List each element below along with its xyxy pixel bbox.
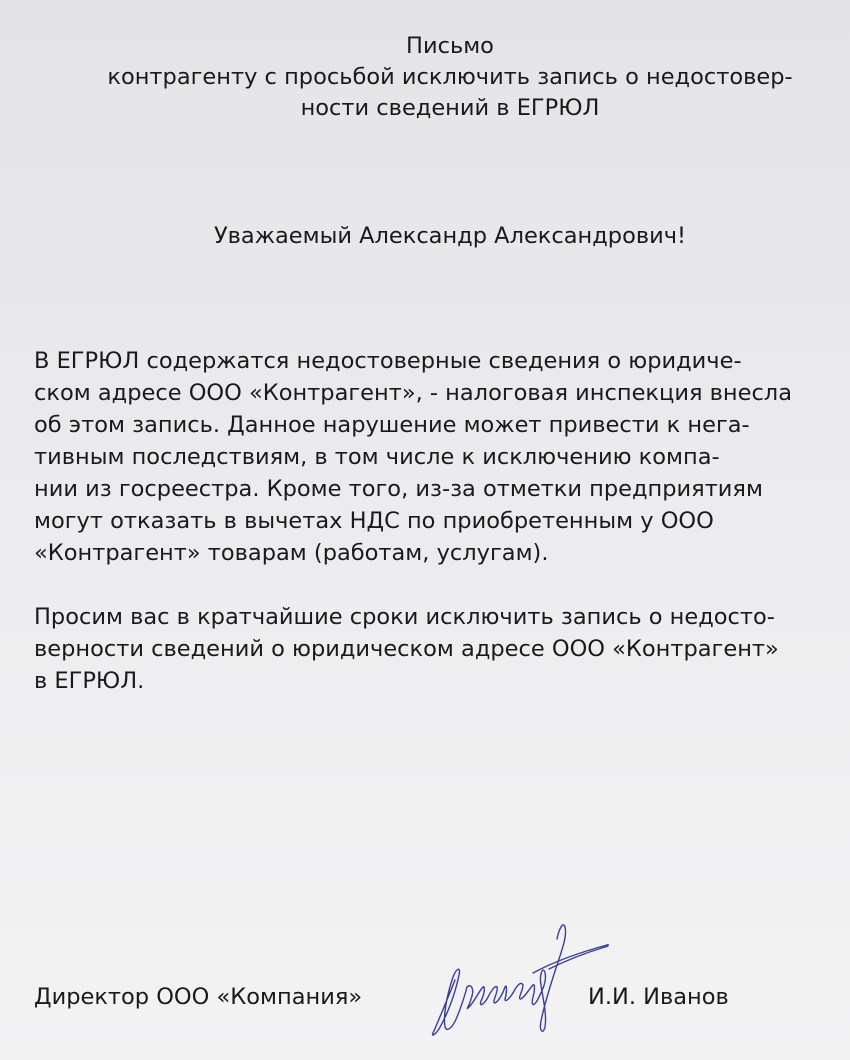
greeting: Уважаемый Александр Александрович! [213,223,687,249]
title-line: ности сведений в ЕГРЮЛ [300,95,600,121]
paragraph-line: Просим вас в кратчайшие сроки исключить запись о недосто- [34,604,775,630]
paragraph-line: об этом запись. Данное нарушение может привести к нега- [34,412,750,438]
handwritten-signature [425,915,615,1045]
paragraph-line: в ЕГРЮЛ. [34,668,145,694]
letter-title [0,31,850,124]
paragraph-line: нии из госреестра. Кроме того, из-за отметки предприятиям [34,476,763,502]
signer-position: Директор ООО «Компания» [34,984,363,1010]
title-line: контрагенту с просьбой исключить запись о недостовер- [107,64,793,90]
paragraph-line: ском адресе ООО «Контрагент», - налоговая инспекция внесла [34,380,792,406]
paragraph-line: тивным последствиям, в том числе к исключению компа- [34,444,720,470]
paragraph-line: «Контрагент» товарам (работам, услугам). [34,540,549,566]
paragraph-2 [34,601,779,697]
signer-name: И.И. Иванов [588,984,729,1010]
paragraph-line: могут отказать в вычетах НДС по приобретенным у ООО [34,508,714,534]
paragraph-1 [34,345,792,569]
title-line: Письмо [406,33,494,59]
paragraph-line: верности сведений о юридическом адресе ООО «Контрагент» [34,636,779,662]
paragraph-line: В ЕГРЮЛ содержатся недостоверные сведения о юридиче- [34,348,742,374]
